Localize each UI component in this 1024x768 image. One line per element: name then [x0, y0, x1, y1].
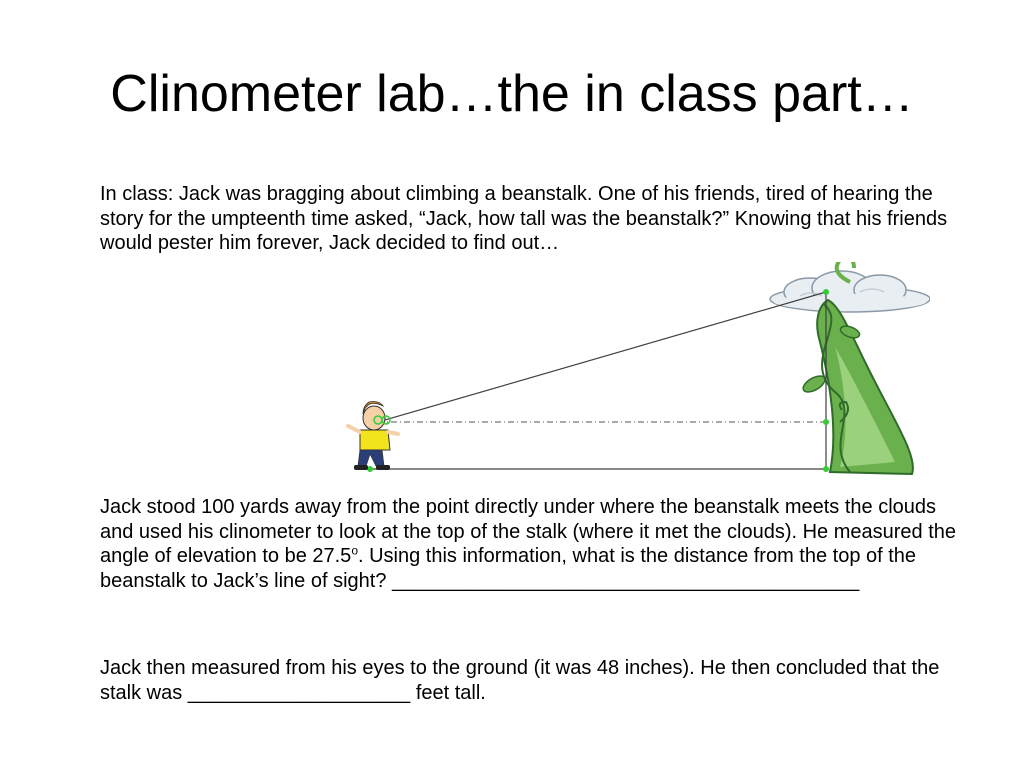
intro-paragraph: In class: Jack was bragging about climbing a beanstalk. One of his friends, tired of hearing the story for the umpteenth time asked, “Jack, how tall was the beanstalk?” Knowing that his friends would pester him forever, Jack decided to find out… — [100, 183, 948, 254]
conclusion-paragraph: Jack then measured from his eyes to the ground (it was 48 inches). He then concluded that the stalk was ____________________ feet tall. — [100, 657, 940, 704]
question-text-continued: . Using this information, what is the distance from the top of the beanstalk to Jack’s line of sight? __________________________________________ — [100, 545, 917, 592]
beanstalk-diagram — [330, 262, 930, 502]
cloud-icon — [770, 271, 930, 312]
question-paragraph — [100, 495, 960, 593]
degree-symbol: o — [351, 543, 358, 558]
jack-icon — [348, 402, 398, 471]
question-text: Jack stood 100 yards away from the point directly under where the beanstalk meets the clouds and used his clinometer to look at the top of the stalk (where it met the clouds). He measured the angle of elevation to be 27.5 — [100, 496, 957, 567]
triangle-lines — [367, 289, 829, 472]
slide-title: Clinometer lab…the in class part… — [110, 65, 914, 123]
